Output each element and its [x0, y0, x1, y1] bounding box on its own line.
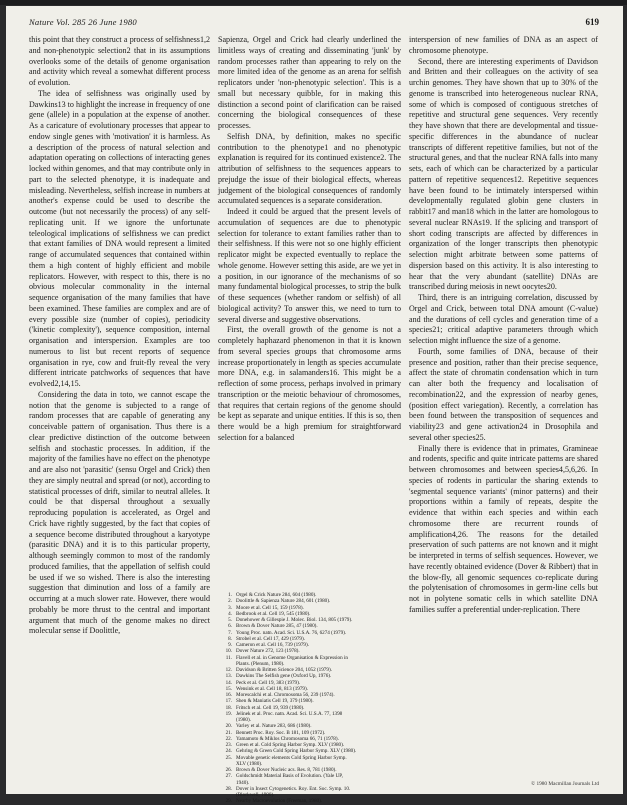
- reference-text: (1980).: [236, 717, 251, 723]
- paragraph: Third, there is an intriguing correlation, discussed by Orgel and Crick, between total DNA amount (C-value) and the durations of cell cycles and generation time of a species21; critical adaptive parameters through which selection might influence the size of a genome.: [409, 293, 598, 345]
- reference-text: Peck et al. Cell 19, 383 (1979).: [236, 679, 301, 686]
- reference-number: 21.: [225, 729, 232, 736]
- reference-text: Orgel & Crick Nature 284, 604 (1980).: [236, 592, 317, 598]
- reference-number: 15.: [225, 685, 232, 692]
- text-column-2: [218, 35, 401, 588]
- paragraph: this point that they construct a process of selfishness1,2 and non-phenotypic selection2 that in its assumptions overlooks some of the details of genome organisation and activity which reveal a somewhat different process of evolution.: [29, 35, 210, 87]
- page-number: 619: [585, 17, 599, 27]
- reference-text: Moore et al. Cell 15, 159 (1978).: [236, 604, 304, 611]
- paragraph: Sapienza, Orgel and Crick had clearly underlined the limitless ways of creating and disseminating 'junk' by random processes rather than appearing to rely on the more limited idea of the genome as an arena for selfish replicators under 'non-phenotypic selection'. This is a small but necessary quibble, for in making this distinction a second point of clarification can be raised concerning the biological consequences of these processes.: [218, 35, 401, 130]
- paragraph: Finally there is evidence that in primates, Gramineae and rodents, specific and quite intricate patterns are shared between chromosomes and between species4,5,6,26. In species of rodents in particular the sharing extends to 'segmental sequence variants' (minor patterns) and their proportions within a family of repeats, despite the evidence that within each species and within each chromosome there are recurrent rounds of amplification4,26. The reasons for the detailed preservation of such patterns are not known and it might be interpreted in terms of selfish sequences. However, we have recently obtained evidence (Dover & Ribbert) that in the blow-fly, all genomic sequences co-replicate during the polytenisation of chromosomes in germ-line cells but not in polytene somatic cells in which satellite DNA families suffer a preferential under-replication. There: [409, 443, 598, 614]
- paragraph: interspersion of new families of DNA as an aspect of chromosome phenotype.: [409, 35, 598, 55]
- paragraph: Second, there are interesting experiments of Davidson and Britten and their colleagues on the activity of sea urchin genomes. They have shown that up to 30% of the genome is transcribed into heterogeneous nuclear RNA, some of which is composed of contiguous stretches of repetitive and structural gene sequences. Very recently they have shown that there are developmental and tissue-specific differences in the abundance of nuclear transcripts of different repetitive families, but not of the structural genes, and that the nuclear RNA falls into many sets, each of which can be characterized by a particular pattern of repetitive sequences12. Repetitive sequences have been found to be intimately interspersed within developmentally regulated globin gene clusters in rabbit17 and man18 which in the latter are homologous to several nuclear RNAs19. If the splicing and transport of short coding transcripts are affected by differences in organization of the longer transcripts then phenotypic selection might arbitrate between some patterns of dispersion based on this activity. It is also interesting to hear that the very abundant (satellite) DNAs are transcribed during meiosis in newt oocytes20.: [409, 56, 598, 292]
- reference-text: Davidson & Britten Science 204, 1052 (1979).: [236, 667, 332, 673]
- paragraph: The idea of selfishness was originally used by Dawkins13 to highlight the increase in frequency of one gene (allele) in a population at the expense of another. As a caricature of evolutionary processes that appear to endow single genes with 'motivation' it is harmless. As a description of the process of natural selection and adaptation operating on collections of interacting genes locked within genomes, and that may contribute only in part to the selected phenotype, it is inadequate and misleading. Nevertheless, selfish increase in numbers at another's expense could be used to describe the outcome (but not necessarily the process) of any self-replicating unit. If we ignore the unfortunate teleological implications of selfishness we can predict that extant families of DNA would represent a limited range of accumulated sequences that contained within them a high content of highly efficient and mobile replicators. However, with respect to this, there is no obvious molecular commonality in the internal sequence organisation of the many families that have been examined. These families are complex and are of every possible size (number of copies), periodicity ('kinetic complexity'), sequence composition, internal organisation and interspersion. Examples are too numerous to list but recent reports of sequence organisation in rye, cow and fruit-fly reveal the very different intricate patchworks of sequences that have evolved2,14,15.: [29, 88, 211, 388]
- reference-text: Fritsch et al. Cell 19, 939 (1980).: [236, 704, 305, 711]
- reference-number: 26.: [225, 767, 232, 773]
- reference-text: XLV (1980).: [236, 760, 263, 767]
- reference-number: 11.: [225, 654, 232, 661]
- paragraph: First, the overall growth of the genome is not a completely haphazard phenomenon in that it is known from several species groups that chromosome arms increase proportionately in length as species accumulate more DNA, e.g. in salamanders16. This might be a reflection of some process, perhaps involved in primary transcription or the meiotic behaviour of chromosomes, that requires that certain regions of the genome should be kept as separate and unique entities. If this is so, then there would be a high premium for straightforward selection for a balanced: [218, 325, 401, 442]
- reference-text: Nearby Macroevolution (Freeman, 1980).: [236, 798, 323, 805]
- reference-number: 4.: [228, 610, 232, 617]
- reference-number: 17.: [225, 698, 232, 705]
- reference-text: Morescalchi et al. Chromosoma 56, 239 (1974).: [236, 692, 335, 698]
- running-header: Nature Vol. 285 26 June 1980: [29, 17, 137, 27]
- reference-text: Donehower & Gillespie J. Molec. Biol. 134, 805 (1979).: [236, 617, 353, 623]
- reference-text: Varley et al. Nature 283, 686 (1980).: [236, 723, 312, 730]
- reference-text: (Blackwell, 1980).: [236, 792, 275, 798]
- reference-text: Bedbrook et al. Cell 19, 545 (1980).: [236, 610, 311, 617]
- reference-number: 13.: [225, 673, 232, 680]
- paragraph: Considering the data in toto, we cannot escape the notion that the genome is subjected to a range of random processes that are capable of generating any conceivable pattern of organisation. Thus there is a clear predictive distinction of the outcome between selfish and stochastic processes. In addition, if the majority of the families have no effect on the phenotype and are also not 'parasitic' (sensu Orgel and Crick) then they are simply neutral and spread (or not), according to statistical processes of drift, similar to neutral alleles. It could be that dispersal throughout a sexually reproducing population is accelerated, as Orgel and Crick have rightly suggested, by the fact that copies of a sequence become distributed throughout a karyotype (parasitic DNA) and it is to this particular property, although seemingly common to most of the randomly produced families, that the appellation of selfish could be used if we so wished. There is also the interesting suggestion that diminution and loss of a family are occurring at a much slower rate. However, there would probably be more thrust to the central and important argument that much of the genome makes no direct molecular sense if Doolittle,: [29, 389, 210, 636]
- reference-text: Yamamoto & Miklos Chromosoma 66, 71 (1978).: [236, 735, 339, 742]
- reference-text: Flavell et al. in Genome Organisation & Expression in: [236, 654, 348, 661]
- reference-number: 6.: [228, 623, 232, 630]
- reference-item: [223, 798, 398, 804]
- reference-number: 16.: [225, 692, 232, 698]
- reference-number: 20.: [225, 723, 232, 730]
- reference-text: Brown & Dover Nature 285, 47 (1980).: [236, 623, 318, 630]
- reference-text: 1940).: [236, 779, 250, 786]
- reference-number: 22.: [225, 735, 232, 742]
- reference-number: 18.: [225, 704, 232, 711]
- reference-number: 1.: [228, 592, 232, 598]
- paragraph: Fourth, some families of DNA, because of their presence and position, rather than their precise sequence, affect the state of chromatin condensation which in turn can alter both the frequency and localisation of recombination22, and the expression of nearby genes, (position effect variegation). Recently, a correlation has been found between the transposition of sequences and viability23 and gene activation24 in Drosophila and several other species25.: [409, 346, 598, 442]
- reference-number: 3.: [228, 604, 232, 611]
- reference-text: Jelinek et al. Proc. natn. Acad. Sci. U.S.A. 77, 1398: [236, 710, 343, 717]
- journal-page: [6, 6, 623, 805]
- reference-number: 24.: [225, 748, 232, 755]
- reference-number: 19.: [225, 710, 232, 717]
- reference-text: Dover Nature 272, 123 (1978).: [236, 648, 300, 655]
- reference-text: Brown & Dover Nucleic acs. Res. 8, 781 (1980).: [236, 767, 337, 773]
- reference-list: [223, 592, 398, 805]
- scanner-frame: [0, 0, 627, 5]
- text-column-3: [409, 35, 598, 780]
- reference-text: Cameron et al. Cell 16, 739 (1979).: [236, 642, 309, 648]
- paragraph: Indeed it could be argued that the present levels of accumulation of sequences are due to phenotypic selection for tolerance to extant families rather than to their selfishness. If this were not so one highly efficient replicator might be expected eventually to replace the whole genome. However setting this aside, are we yet in a position, in our ignorance of the mechanisms of so many fundamental biological processes, to strip the bulk of these sequences (whether random or selfish) of all biological activity? To answer this, we need to turn to several diverse and suggestive observations.: [218, 207, 401, 324]
- reference-text: Wensink et al. Cell 18, 813 (1979).: [236, 685, 308, 692]
- paragraph: Selfish DNA, by definition, makes no specific contribution to the phenotype1 and no phenotypic explanation is required for its continued existence2. The attribution of selfishness to the sequences appears to prejudge the issue of their biological effects, whereas judgement of the biological consequences of randomly accumulated sequences is a separate consideration.: [218, 131, 401, 206]
- reference-number: 5.: [228, 617, 232, 623]
- text-column-1: [29, 35, 210, 790]
- reference-text: Strobel et al. Cell 17, 429 (1979).: [236, 635, 305, 642]
- reference-number: 28.: [225, 785, 232, 792]
- reference-number: 2.: [228, 598, 232, 605]
- reference-text: Bennett Proc. Roy. Soc. B 181, 109 (1972).: [236, 729, 326, 736]
- reference-text: Dawkins The Selfish gene (Oxford Up, 1976).: [236, 673, 332, 680]
- reference-text: Young Proc. natn. Acad. Sci. U.S.A. 76, 6274 (1979).: [236, 629, 347, 636]
- reference-number: 12.: [225, 667, 232, 673]
- copyright-notice: © 1980 Macmillan Journals Ltd: [531, 781, 599, 787]
- reference-number: 10.: [225, 648, 232, 655]
- reference-text: Green et al. Cold Spring Harbor Symp. XLV (1980).: [236, 742, 345, 748]
- reference-number: 23.: [225, 742, 232, 748]
- reference-number: 27.: [225, 773, 232, 780]
- reference-text: Goldschmidt Material Basis of Evolution. (Yale UP,: [236, 773, 343, 780]
- reference-text: Doolittle & Sapienza Nature 284, 601 (1980).: [236, 598, 331, 605]
- reference-number: 9.: [228, 642, 232, 648]
- reference-number: 29.: [225, 798, 232, 805]
- reference-text: Gehring & Green Cold Spring Harbor Symp. XLV (1980).: [236, 748, 357, 755]
- reference-text: Plants. (Plenum, 1980).: [236, 660, 285, 667]
- reference-text: Dover in Insect Cytogenetics. Roy. Ent. Soc. Symp. 10.: [236, 785, 351, 792]
- reference-text: Movable genetic elements Cold Spring Harbor Symp.: [236, 754, 347, 761]
- reference-number: 7.: [228, 629, 232, 636]
- reference-number: 25.: [225, 754, 232, 761]
- reference-number: 14.: [225, 679, 232, 686]
- reference-number: 8.: [228, 635, 232, 642]
- reference-text: Shen & Maniatis Cell 19, 379 (1980).: [236, 698, 314, 705]
